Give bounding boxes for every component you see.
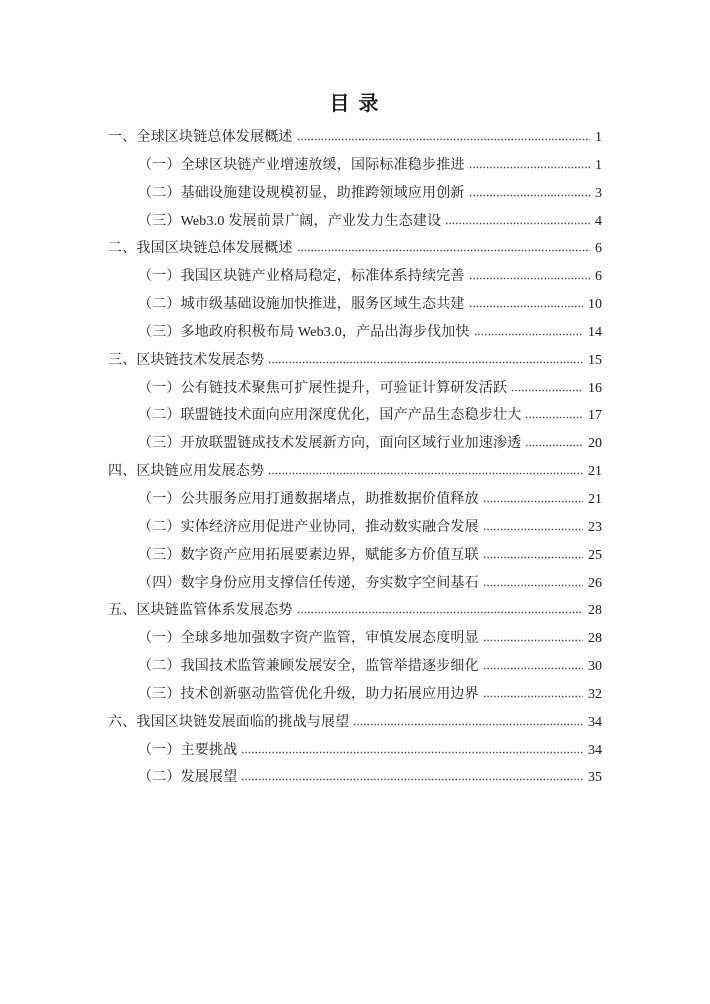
- toc-entry-page-number: 35: [588, 770, 602, 786]
- dot-leader: [469, 277, 590, 280]
- dot-leader: [241, 778, 583, 781]
- toc-entry-label: （三）Web3.0 发展前景广阔，产业发力生态建设: [138, 213, 442, 229]
- dot-leader: [353, 723, 583, 726]
- toc-section-entry[interactable]: [108, 319, 602, 347]
- toc-entry-page-number: 1: [595, 157, 602, 173]
- toc-entry-page-number: 28: [588, 631, 602, 647]
- toc-section-entry[interactable]: [108, 402, 602, 430]
- toc-entry-label: （三）数字资产应用拓展要素边界，赋能多方价值互联: [138, 547, 479, 563]
- toc-entry-page-number: 21: [588, 464, 602, 480]
- toc-section-entry[interactable]: [108, 486, 602, 514]
- toc-section-entry[interactable]: [108, 375, 602, 403]
- toc-entry-label: 一、全球区块链总体发展概述: [108, 130, 293, 145]
- toc-section-entry[interactable]: [108, 180, 602, 208]
- toc-entry-label: （一）主要挑战: [138, 742, 238, 758]
- toc-entry-page-number: 23: [588, 519, 602, 535]
- toc-entry-label: （二）城市级基础设施加快推进，服务区域生态共建: [138, 297, 465, 313]
- dot-leader: [483, 639, 583, 642]
- dot-leader: [469, 194, 590, 197]
- toc-entry-label: （一）我国区块链产业格局稳定，标准体系持续完善: [138, 269, 465, 285]
- toc-section-entry[interactable]: [108, 208, 602, 236]
- toc-entry-label: （二）发展展望: [138, 770, 238, 786]
- toc-chapter-entry[interactable]: [108, 347, 602, 375]
- toc-entry-page-number: 28: [588, 603, 602, 619]
- toc-section-entry[interactable]: [108, 737, 602, 765]
- toc-entry-label: （二）我国技术监管兼顾发展安全，监管举措逐步细化: [138, 659, 479, 675]
- toc-entry-label: （三）技术创新驱动监管优化升级，助力拓展应用边界: [138, 686, 479, 702]
- dot-leader: [483, 556, 583, 559]
- dot-leader: [483, 584, 583, 587]
- dot-leader: [511, 389, 583, 392]
- toc-entry-page-number: 15: [588, 352, 602, 368]
- toc-entry-page-number: 16: [588, 380, 602, 396]
- toc-entry-page-number: 34: [588, 742, 602, 758]
- toc-entry-label: （一）公有链技术聚焦可扩展性提升，可验证计算研发活跃: [138, 380, 508, 396]
- table-of-contents: [108, 124, 602, 792]
- toc-chapter-entry[interactable]: [108, 709, 602, 737]
- dot-leader: [525, 444, 583, 447]
- toc-entry-label: 五、区块链监管体系发展态势: [108, 603, 293, 619]
- toc-chapter-entry[interactable]: [108, 597, 602, 625]
- dot-leader: [469, 166, 590, 169]
- dot-leader: [525, 416, 583, 419]
- toc-entry-page-number: 14: [588, 324, 602, 340]
- toc-section-entry[interactable]: [108, 514, 602, 542]
- toc-entry-label: 二、我国区块链总体发展概述: [108, 241, 293, 257]
- toc-section-entry[interactable]: [108, 291, 602, 319]
- dot-leader: [483, 500, 583, 503]
- toc-entry-page-number: 25: [588, 547, 602, 563]
- toc-entry-label: （四）数字身份应用支撑信任传递，夯实数字空间基石: [138, 575, 479, 591]
- toc-chapter-entry[interactable]: [108, 235, 602, 263]
- toc-entry-label: （一）全球多地加强数字资产监管，审慎发展态度明显: [138, 631, 479, 647]
- dot-leader: [268, 472, 583, 475]
- dot-leader: [297, 611, 583, 614]
- toc-entry-page-number: 26: [588, 575, 602, 591]
- toc-entry-page-number: 10: [588, 297, 602, 313]
- dot-leader: [297, 249, 590, 252]
- dot-leader: [483, 528, 583, 531]
- dot-leader: [474, 333, 583, 336]
- toc-section-entry[interactable]: [108, 625, 602, 653]
- dot-leader: [483, 667, 583, 670]
- toc-entry-page-number: 34: [588, 714, 602, 730]
- dot-leader: [445, 222, 590, 225]
- toc-entry-page-number: 30: [588, 659, 602, 675]
- toc-entry-label: （二）联盟链技术面向应用深度优化，国产产品生态稳步壮大: [138, 408, 522, 424]
- toc-section-entry[interactable]: [108, 263, 602, 291]
- toc-title: 目 录: [329, 93, 381, 115]
- toc-entry-page-number: 6: [595, 241, 602, 257]
- toc-section-entry[interactable]: [108, 681, 602, 709]
- dot-leader: [297, 138, 590, 141]
- toc-section-entry[interactable]: [108, 542, 602, 570]
- toc-entry-label: （二）实体经济应用促进产业协同，推动数实融合发展: [138, 519, 479, 535]
- dot-leader: [469, 305, 583, 308]
- toc-section-entry[interactable]: [108, 570, 602, 598]
- toc-section-entry[interactable]: [108, 764, 602, 792]
- toc-chapter-entry[interactable]: [108, 458, 602, 486]
- toc-entry-label: 三、区块链技术发展态势: [108, 352, 265, 368]
- toc-entry-label: （一）全球区块链产业增速放缓，国际标准稳步推进: [138, 157, 465, 173]
- toc-entry-label: 六、我国区块链发展面临的挑战与展望: [108, 714, 350, 730]
- toc-entry-label: （三）多地政府积极布局 Web3.0，产品出海步伐加快: [138, 324, 470, 340]
- dot-leader: [241, 751, 583, 754]
- dot-leader: [483, 695, 583, 698]
- toc-entry-page-number: 4: [595, 213, 602, 229]
- toc-entry-page-number: 3: [595, 185, 602, 201]
- toc-section-entry[interactable]: [108, 430, 602, 458]
- toc-entry-page-number: 6: [595, 269, 602, 285]
- toc-section-entry[interactable]: [108, 653, 602, 681]
- toc-entry-page-number: 21: [588, 491, 602, 507]
- toc-entry-label: （三）开放联盟链成技术发展新方向，面向区域行业加速渗透: [138, 436, 522, 452]
- toc-section-entry[interactable]: [108, 152, 602, 180]
- toc-entry-page-number: 1: [595, 130, 602, 145]
- dot-leader: [268, 361, 583, 364]
- toc-entry-page-number: 17: [588, 408, 602, 424]
- toc-chapter-entry[interactable]: [108, 124, 602, 152]
- toc-entry-label: （二）基础设施建设规模初显，助推跨领域应用创新: [138, 185, 465, 201]
- toc-entry-page-number: 32: [588, 686, 602, 702]
- toc-entry-page-number: 20: [588, 436, 602, 452]
- toc-entry-label: （一）公共服务应用打通数据堵点，助推数据价值释放: [138, 491, 479, 507]
- toc-entry-label: 四、区块链应用发展态势: [108, 464, 265, 480]
